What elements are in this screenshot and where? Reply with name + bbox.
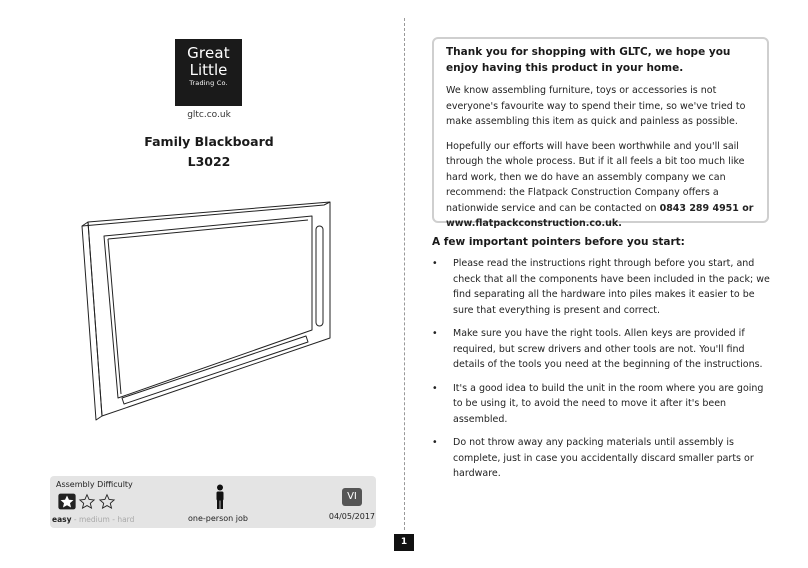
product-name: Family Blackboard [144, 134, 274, 149]
difficulty-label: Assembly Difficulty [56, 480, 133, 489]
pointers-heading: A few important pointers before you start: [432, 236, 685, 248]
list-item: • It's a good idea to build the unit in the room where you are going to be using it, to avoid the need to move it after it's been assembled. [432, 381, 772, 428]
pointers-list [432, 256, 772, 490]
difficulty-stars [58, 493, 116, 510]
assembly-difficulty-panel [50, 476, 376, 528]
list-item: • Do not throw away any packing materials until assembly is complete, just in case you accidentally discard smaller parts or hardware. [432, 435, 772, 482]
star-filled-icon [58, 493, 76, 510]
intro-paragraph-1: We know assembling furniture, toys or accessories is not everyone's favourite way to spend their time, so we've tried to make assembling this item as quick and painless as possible. [446, 85, 746, 127]
brand-logo [175, 39, 242, 106]
star-outline-icon [98, 493, 116, 510]
blackboard-illustration [80, 190, 340, 430]
logo-line-3: Trading Co. [189, 79, 228, 87]
scale-easy: easy [52, 515, 72, 524]
list-item: • Please read the instructions right through before you start, and check that all the components have been included in the pack; we find separating all the hardware into piles makes it easier to be sure that everything is present and correct. [432, 256, 772, 318]
intro-box [432, 37, 769, 229]
person-icon [200, 484, 240, 510]
page-number: 1 [394, 534, 414, 551]
intro-paragraph-2 [446, 139, 757, 232]
scale-separator: - [71, 515, 79, 524]
intro-lead: Thank you for shopping with GLTC, we hope you enjoy having this product in your home. [446, 46, 731, 74]
website-text: gltc.co.uk [187, 110, 231, 120]
star-outline-icon [78, 493, 96, 510]
list-item: • Make sure you have the right tools. Allen keys are provided if required, but screw drivers and other tools are not. You'll find details of the tools you need at the beginning of the instructions. [432, 326, 772, 373]
intro-paragraph-2-text: Hopefully our efforts will have been worthwhile and you'll sail through the whole process. But if it all feels a bit too much like hard work, then we do have an assembly company we can recommend: the Flatpack Construction Company offers a nationwide service and can be contacted on [446, 140, 745, 214]
revision-badge: VI [342, 488, 362, 506]
assembly-website: www.flatpackconstruction.co.uk. [446, 218, 622, 229]
revision-date: 04/05/2017 [328, 512, 375, 521]
scale-hard: hard [117, 515, 135, 524]
page-fold-divider [404, 18, 405, 530]
assembly-phone: 0843 289 4951 or [659, 202, 754, 214]
logo-line-1: Great [187, 44, 230, 62]
product-code: L3022 [187, 154, 231, 169]
difficulty-scale [52, 515, 134, 524]
scale-separator: - [109, 515, 118, 524]
scale-medium: medium [79, 515, 110, 524]
product-title [120, 132, 298, 172]
logo-line-2: Little [189, 61, 228, 79]
person-label: one-person job [188, 514, 248, 523]
